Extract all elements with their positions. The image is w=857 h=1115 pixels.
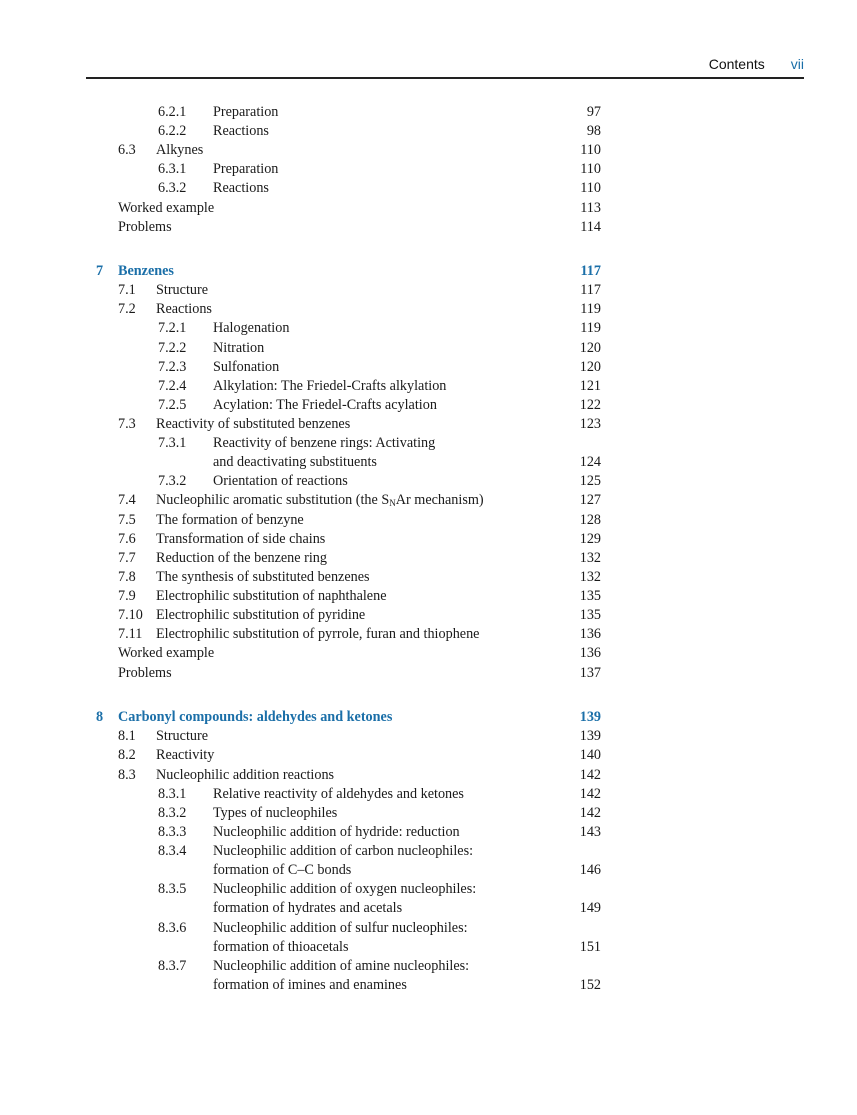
toc-entry — [0, 339, 857, 358]
toc-entry — [0, 644, 857, 663]
entry-title: Nucleophilic addition of oxygen nucleophiles: — [213, 881, 477, 897]
entry-title: Nucleophilic addition of sulfur nucleophiles: — [213, 920, 468, 936]
entry-page: 129 — [579, 531, 601, 547]
entry-page: 110 — [580, 180, 601, 196]
entry-title: Orientation of reactions — [213, 473, 348, 489]
toc-entry — [0, 358, 857, 377]
toc-entry — [0, 530, 857, 549]
toc-entry-continuation — [0, 453, 857, 472]
entry-page: 132 — [579, 550, 601, 566]
entry-page: 136 — [579, 626, 601, 642]
toc-entry — [0, 377, 857, 396]
toc-entry-continuation — [0, 976, 857, 995]
entry-number: 8.3.4 — [158, 843, 187, 859]
running-header-title: Contents — [708, 56, 765, 72]
entry-title: Nucleophilic addition of hydride: reduction — [213, 824, 460, 840]
toc-entry — [0, 122, 857, 141]
toc-entry — [0, 511, 857, 530]
entry-page: 128 — [579, 512, 601, 528]
entry-number: 8.3.3 — [158, 824, 187, 840]
entry-title: formation of imines and enamines — [213, 977, 407, 993]
toc-entry — [0, 218, 857, 237]
entry-number: 7.3.2 — [158, 473, 187, 489]
chapter-number: 8 — [96, 709, 104, 725]
entry-title: Electrophilic substitution of naphthalene — [156, 588, 387, 604]
entry-title: The formation of benzyne — [156, 512, 304, 528]
entry-page: 110 — [580, 161, 601, 177]
entry-title: Sulfonation — [213, 359, 280, 375]
entry-number: 8.3.1 — [158, 786, 187, 802]
toc-entry — [0, 281, 857, 300]
entry-title: Reactions — [156, 301, 212, 317]
entry-page: 140 — [579, 747, 601, 763]
entry-number: 6.2.1 — [158, 104, 187, 120]
chapter-heading — [0, 708, 857, 727]
chapter-title: Benzenes — [118, 263, 174, 279]
entry-title: Electrophilic substitution of pyridine — [156, 607, 366, 623]
toc-entry — [0, 103, 857, 122]
toc-entry — [0, 141, 857, 160]
toc-entry — [0, 664, 857, 683]
toc-entry — [0, 919, 857, 938]
entry-page: 146 — [579, 862, 601, 878]
header-rule — [86, 77, 804, 79]
entry-number: 8.3.6 — [158, 920, 187, 936]
toc-entry-continuation — [0, 861, 857, 880]
entry-number: 7.3.1 — [158, 435, 187, 451]
entry-number: 8.3 — [118, 767, 136, 783]
entry-page: 124 — [579, 454, 601, 470]
entry-title: and deactivating substituents — [213, 454, 377, 470]
entry-page: 114 — [580, 219, 601, 235]
entry-page: 137 — [579, 665, 601, 681]
entry-number: 7.2 — [118, 301, 136, 317]
entry-page: 142 — [579, 786, 601, 802]
entry-title: formation of hydrates and acetals — [213, 900, 403, 916]
entry-title: Acylation: The Friedel-Crafts acylation — [213, 397, 437, 413]
entry-title: Nucleophilic addition of amine nucleophiles: — [213, 958, 470, 974]
entry-title: Halogenation — [213, 320, 290, 336]
entry-title: Types of nucleophiles — [213, 805, 338, 821]
entry-page: 123 — [579, 416, 601, 432]
entry-number: 8.1 — [118, 728, 136, 744]
toc-entry — [0, 957, 857, 976]
entry-number: 8.3.2 — [158, 805, 187, 821]
entry-title: Problems — [118, 665, 172, 681]
entry-page: 121 — [579, 378, 601, 394]
entry-number: 7.6 — [118, 531, 136, 547]
chapter-number: 7 — [96, 263, 104, 279]
entry-page: 142 — [579, 767, 601, 783]
entry-number: 7.2.4 — [158, 378, 187, 394]
entry-number: 7.11 — [118, 626, 143, 642]
entry-page: 135 — [579, 588, 601, 604]
entry-title: Alkynes — [156, 142, 204, 158]
toc-entry — [0, 300, 857, 319]
toc-entry — [0, 746, 857, 765]
entry-number: 7.4 — [118, 492, 136, 508]
entry-page: 97 — [586, 104, 601, 120]
entry-title: Structure — [156, 728, 209, 744]
entry-page: 132 — [579, 569, 601, 585]
toc-entry-continuation — [0, 938, 857, 957]
running-header — [709, 56, 804, 72]
entry-title: Structure — [156, 282, 209, 298]
entry-page: 136 — [579, 645, 601, 661]
chapter-title: Carbonyl compounds: aldehydes and ketones — [118, 709, 393, 725]
entry-page: 135 — [579, 607, 601, 623]
entry-title: The synthesis of substituted benzenes — [156, 569, 370, 585]
toc-entry — [0, 785, 857, 804]
entry-title: Electrophilic substitution of pyrrole, furan and thiophene — [156, 626, 480, 642]
entry-number: 7.10 — [118, 607, 143, 623]
entry-number: 7.2.1 — [158, 320, 187, 336]
toc-entry — [0, 823, 857, 842]
entry-page: 139 — [579, 728, 601, 744]
toc-entry — [0, 606, 857, 625]
entry-title: Reactions — [213, 180, 269, 196]
entry-page: 125 — [579, 473, 601, 489]
entry-title: Nucleophilic addition reactions — [156, 767, 335, 783]
toc-entry — [0, 160, 857, 179]
toc-entry — [0, 880, 857, 899]
entry-page: 151 — [579, 939, 601, 955]
entry-title: Preparation — [213, 161, 279, 177]
entry-number: 7.9 — [118, 588, 136, 604]
toc-entry — [0, 568, 857, 587]
entry-title: Problems — [118, 219, 172, 235]
toc-entry — [0, 179, 857, 198]
toc-entry — [0, 415, 857, 434]
toc-entry — [0, 319, 857, 338]
entry-title: Reactivity of benzene rings: Activating — [213, 435, 436, 451]
entry-number: 7.2.5 — [158, 397, 187, 413]
entry-title: Reactivity of substituted benzenes — [156, 416, 351, 432]
entry-page: 110 — [580, 142, 601, 158]
chapter-page: 139 — [579, 709, 601, 725]
entry-number: 8.3.5 — [158, 881, 187, 897]
entry-page: 122 — [579, 397, 601, 413]
entry-number: 7.1 — [118, 282, 136, 298]
toc-entry — [0, 396, 857, 415]
toc-entry — [0, 625, 857, 644]
entry-title: formation of C–C bonds — [213, 862, 352, 878]
entry-page: 152 — [579, 977, 601, 993]
entry-number: 7.7 — [118, 550, 136, 566]
entry-title — [156, 491, 484, 513]
entry-title: Transformation of side chains — [156, 531, 326, 547]
entry-title: Relative reactivity of aldehydes and ketones — [213, 786, 464, 802]
entry-number: 7.3 — [118, 416, 136, 432]
entry-title: Worked example — [118, 645, 215, 661]
entry-title-subscript: N — [389, 498, 396, 508]
entry-title: Reactivity — [156, 747, 215, 763]
toc-entry — [0, 199, 857, 218]
entry-title-part: Nucleophilic aromatic substitution (the S — [156, 492, 390, 508]
toc-entry — [0, 804, 857, 823]
entry-title: Preparation — [213, 104, 279, 120]
toc-entry — [0, 727, 857, 746]
toc-entry — [0, 587, 857, 606]
entry-page: 120 — [579, 359, 601, 375]
entry-page: 117 — [580, 282, 601, 298]
entry-page: 127 — [579, 492, 601, 508]
toc-entry-continuation — [0, 899, 857, 918]
entry-number: 7.5 — [118, 512, 136, 528]
chapter-page: 117 — [580, 263, 601, 279]
entry-number: 6.3.2 — [158, 180, 187, 196]
entry-number: 7.8 — [118, 569, 136, 585]
entry-title: Worked example — [118, 200, 215, 216]
entry-number: 7.2.3 — [158, 359, 187, 375]
entry-page: 143 — [579, 824, 601, 840]
entry-number: 6.3 — [118, 142, 136, 158]
page-number: vii — [790, 56, 804, 72]
toc-entry — [0, 472, 857, 491]
toc-entry — [0, 491, 857, 510]
toc-entry — [0, 549, 857, 568]
chapter-heading — [0, 262, 857, 281]
entry-number: 8.2 — [118, 747, 136, 763]
entry-page: 119 — [580, 301, 601, 317]
entry-title: Nucleophilic addition of carbon nucleophiles: — [213, 843, 474, 859]
entry-number: 6.2.2 — [158, 123, 187, 139]
entry-title: formation of thioacetals — [213, 939, 349, 955]
entry-page: 120 — [579, 340, 601, 356]
entry-title: Nitration — [213, 340, 265, 356]
entry-title-part: Ar mechanism) — [395, 492, 484, 508]
entry-page: 113 — [580, 200, 601, 216]
toc-entry — [0, 842, 857, 861]
entry-title: Reduction of the benzene ring — [156, 550, 327, 566]
entry-number: 6.3.1 — [158, 161, 187, 177]
entry-title: Alkylation: The Friedel-Crafts alkylation — [213, 378, 447, 394]
entry-title: Reactions — [213, 123, 269, 139]
toc-entry — [0, 434, 857, 453]
entry-page: 98 — [586, 123, 601, 139]
toc-entry — [0, 766, 857, 785]
entry-number: 8.3.7 — [158, 958, 187, 974]
entry-page: 119 — [580, 320, 601, 336]
entry-page: 149 — [579, 900, 601, 916]
entry-number: 7.2.2 — [158, 340, 187, 356]
entry-page: 142 — [579, 805, 601, 821]
